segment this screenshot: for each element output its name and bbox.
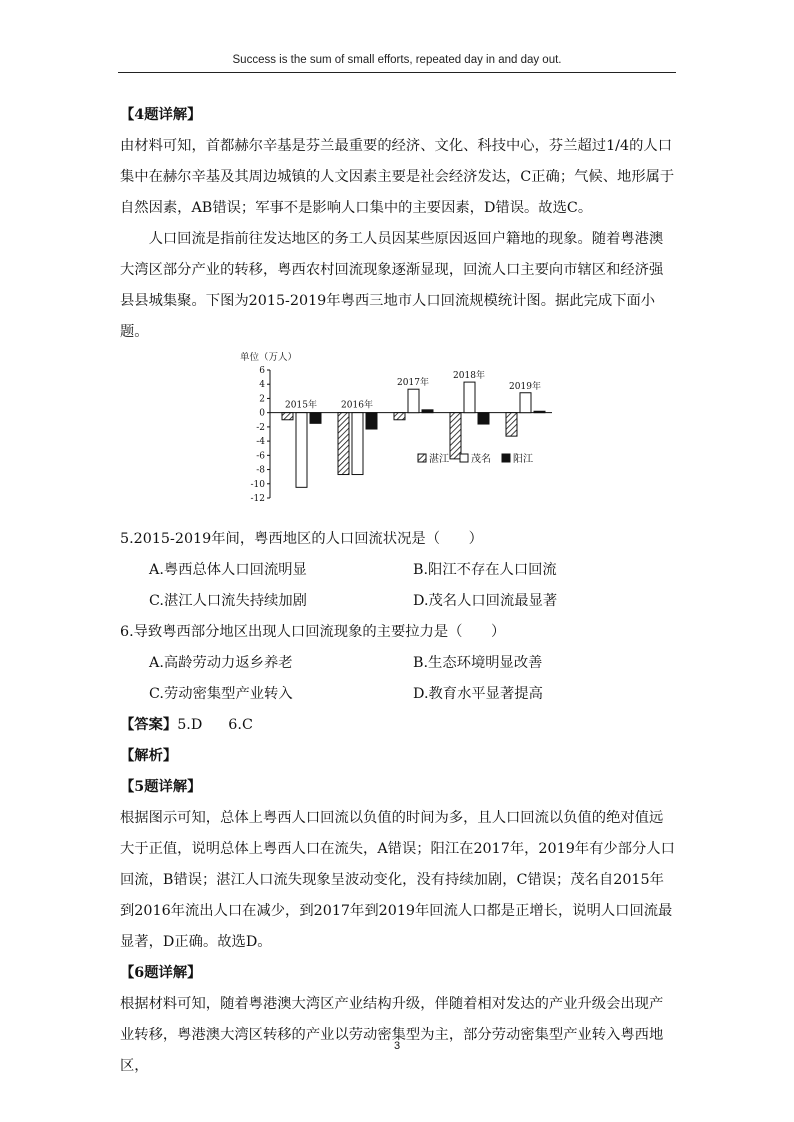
chart-category-label: 2018年: [453, 371, 485, 382]
document-body: [120, 100, 676, 1082]
q5-option-b: B.阳江不存在人口回流: [413, 562, 557, 578]
chart-bar-湛江: [338, 413, 349, 475]
chart-bar-茂名: [464, 382, 475, 413]
material-text: 人口回流是指前往发达地区的务工人员因某些原因返回户籍地的现象。随着粤港澳大湾区部分产业的转移，粤西农村回流现象逐渐显现，回流人口主要向市辖区和经济强县县城集聚。下图为2015-2019年粤西三地市人口回流规模统计图。据此完成下面小题。: [120, 231, 664, 340]
q6-option-b: B.生态环境明显改善: [413, 655, 543, 671]
chart-bar-阳江: [422, 410, 433, 413]
question-6-options-row-2: [120, 679, 676, 710]
question-5-options-row-1: [120, 555, 676, 586]
chart-svg: [232, 352, 562, 518]
answer-label: 【答案】: [120, 717, 178, 733]
q5-detail-heading: 【5题详解】: [120, 779, 202, 795]
answer-6: 6.C: [228, 717, 253, 733]
question-6-options-row-1: [120, 648, 676, 679]
chart-category-label: 2017年: [397, 378, 429, 389]
chart-category-label: 2019年: [509, 381, 541, 392]
q6-option-c: C.劳动密集型产业转入: [149, 686, 293, 702]
chart-y-tick-label: -2: [256, 422, 265, 433]
chart-y-tick-label: 2: [259, 394, 265, 405]
chart-y-tick-label: -6: [256, 451, 265, 462]
q4-detail-heading: 【4题详解】: [120, 107, 202, 123]
q6-detail-text: 根据材料可知，随着粤港澳大湾区产业结构升级，伴随着相对发达的产业升级会出现产业转移，粤港澳大湾区转移的产业以劳动密集型为主，部分劳动密集型产业转入粤西地区，: [120, 996, 664, 1074]
chart-y-tick-label: 0: [259, 408, 265, 419]
chart-y-axis-label: 单位（万人）: [240, 352, 298, 363]
q5-option-c: C.湛江人口流失持续加剧: [149, 593, 307, 609]
chart-legend-swatch-阳江: [502, 454, 510, 462]
header-divider: [118, 72, 676, 73]
chart-bar-茂名: [520, 393, 531, 413]
chart-legend-label: 茂名: [471, 454, 491, 465]
chart-legend-label: 湛江: [429, 454, 449, 465]
chart-category-label: 2016年: [341, 400, 373, 411]
q5-detail-text: 根据图示可知，总体上粤西人口回流以负值的时间为多，且人口回流以负值的绝对值远大于正值，说明总体上粤西人口在流失，A错误；阳江在2017年，2019年有少部分人口回流，B错误；湛江人口流失现象呈波动变化，没有持续加剧，C错误；茂名自2015年到2016年流出人口在减少，到2017年到2019年回流人口都是正增长，说明人口回流最显著，D正确。故选D。: [120, 810, 675, 950]
chart-y-tick-label: -12: [250, 494, 265, 504]
q4-detail-text: 由材料可知，首都赫尔辛基是芬兰最重要的经济、文化、科技中心，芬兰超过1/4的人口集中在赫尔辛基及其周边城镇的人文因素主要是社会经济发达，C正确；气候、地形属于自然因素，AB错误；军事不是影响人口集中的主要因素，D错误。故选C。: [120, 138, 675, 216]
page-number: 3: [393, 1040, 401, 1052]
question-5-options-row-2: [120, 586, 676, 617]
answer-line: [120, 710, 676, 741]
chart-bar-茂名: [408, 389, 419, 412]
chart-bar-阳江: [534, 411, 545, 412]
chart-bar-湛江: [450, 413, 461, 459]
chart-legend-swatch-茂名: [460, 454, 468, 462]
question-6-stem: 6.导致粤西部分地区出现人口回流现象的主要拉力是（ ）: [120, 624, 506, 640]
chart-bar-阳江: [310, 413, 321, 424]
analysis-label: 【解析】: [120, 748, 178, 764]
q6-option-d: D.教育水平显著提高: [413, 686, 543, 702]
chart-bar-阳江: [366, 413, 377, 429]
question-5-stem: 5.2015-2019年间，粤西地区的人口回流状况是（ ）: [120, 531, 483, 547]
chart-y-tick-label: -10: [250, 479, 265, 490]
q6-detail-heading: 【6题详解】: [120, 965, 202, 981]
answer-5: 5.D: [177, 717, 203, 733]
chart-y-tick-label: -8: [256, 465, 265, 476]
q6-option-a: A.高龄劳动力返乡养老: [149, 655, 293, 671]
chart-y-tick-label: 6: [259, 366, 265, 376]
chart-legend-swatch-湛江: [418, 454, 426, 462]
chart-bar-茂名: [296, 413, 307, 488]
chart-bar-阳江: [478, 413, 489, 424]
q5-option-d: D.茂名人口回流最显著: [413, 593, 558, 609]
chart-category-label: 2015年: [285, 400, 317, 411]
q5-option-a: A.粤西总体人口回流明显: [149, 562, 307, 578]
chart-y-tick-label: 4: [259, 380, 265, 391]
chart-legend-label: 阳江: [513, 454, 533, 465]
chart-bar-湛江: [282, 413, 293, 420]
chart-bar-湛江: [506, 413, 517, 436]
chart-bar-茂名: [352, 413, 363, 475]
chart-y-tick-label: -4: [256, 437, 265, 448]
page-header-motto: Success is the sum of small efforts, repeated day in and day out.: [232, 54, 562, 66]
population-return-chart: [120, 352, 676, 518]
chart-bar-湛江: [394, 413, 405, 420]
